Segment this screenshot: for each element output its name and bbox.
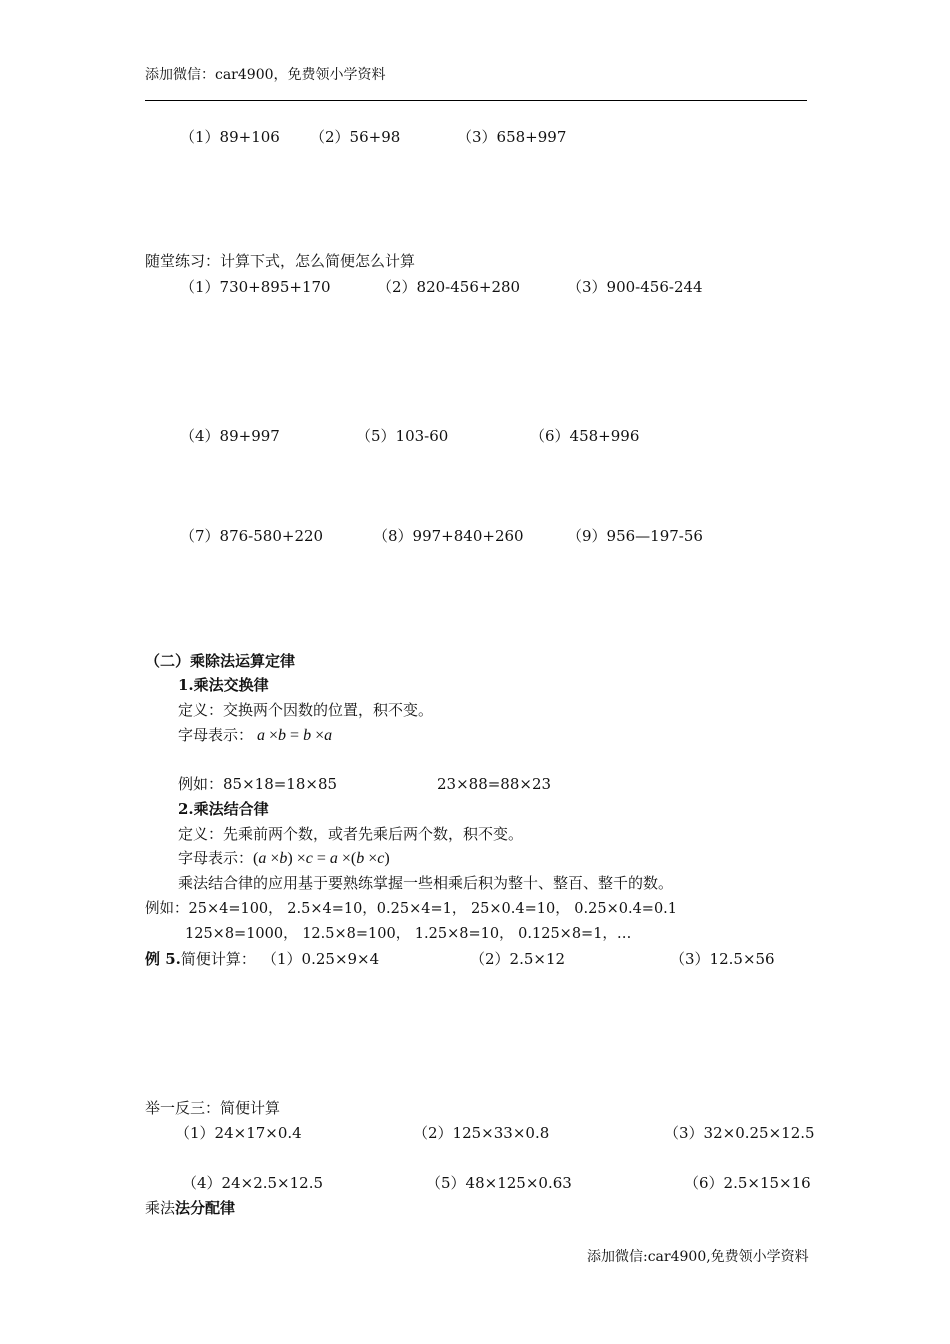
example-5-item: （2）2.5×12 — [470, 950, 566, 968]
distributive-prefix: 乘法 — [145, 1199, 176, 1217]
commutative-example: 例如：85×18=18×85 — [178, 775, 338, 793]
distributive-heading — [145, 1199, 235, 1217]
commutative-heading: 1.乘法交换律 — [178, 676, 269, 694]
formula-expression: (a ×b) ×c = a ×(b ×c) — [253, 850, 390, 867]
example-5 — [145, 950, 256, 968]
practice-item: （2）820-456+280 — [377, 278, 521, 296]
problem-2: （2）56+98 — [310, 128, 401, 146]
practice-item: （1）730+895+170 — [180, 278, 331, 296]
associative-heading: 2.乘法结合律 — [178, 800, 269, 818]
formula-label: 字母表示： — [178, 726, 254, 744]
example-5-label: 例 5. — [145, 950, 181, 968]
example-5-text: 简便计算： — [180, 950, 256, 968]
example-5-item: （3）12.5×56 — [670, 950, 775, 968]
practice2-item: （2）125×33×0.8 — [413, 1124, 550, 1142]
formula-expression: a ×b = b ×a — [257, 727, 333, 744]
practice2-item: （4）24×2.5×12.5 — [182, 1174, 324, 1192]
practice2-item: （5）48×125×0.63 — [426, 1174, 572, 1192]
distributive-bold: 法分配律 — [175, 1199, 236, 1217]
formula-label: 字母表示： — [178, 849, 254, 867]
problem-1: （1）89+106 — [180, 128, 280, 146]
commutative-formula — [178, 726, 332, 745]
practice2-title: 举一反三：简便计算 — [145, 1099, 281, 1117]
practice2-item: （3）32×0.25×12.5 — [664, 1124, 815, 1142]
practice2-item: （1）24×17×0.4 — [175, 1124, 302, 1142]
practice-item: （6）458+996 — [530, 427, 640, 445]
associative-note: 乘法结合律的应用基于要熟练掌握一些相乘后积为整十、整百、整千的数。 — [178, 874, 674, 892]
page-header: 添加微信：car4900，免费领小学资料 — [145, 67, 386, 83]
associative-definition: 定义：先乘前两个数，或者先乘后两个数，积不变。 — [178, 825, 524, 843]
associative-examples-2: 125×8=1000， 12.5×8=100， 1.25×8=10， 0.125×8=1，… — [185, 926, 632, 942]
problem-3: （3）658+997 — [457, 128, 567, 146]
practice-item: （9）956—197-56 — [567, 527, 703, 545]
practice-item: （5）103-60 — [356, 427, 449, 445]
practice-item: （7）876-580+220 — [180, 527, 324, 545]
header-rule — [145, 100, 807, 101]
practice-item: （8）997+840+260 — [373, 527, 524, 545]
practice-title: 随堂练习：计算下式，怎么简便怎么计算 — [145, 252, 416, 270]
commutative-example-2: 23×88=88×23 — [437, 775, 552, 793]
section-title: （二）乘除法运算定律 — [145, 652, 296, 670]
commutative-definition: 定义：交换两个因数的位置，积不变。 — [178, 701, 434, 719]
associative-formula — [178, 849, 390, 868]
practice2-item: （6）2.5×15×16 — [684, 1174, 811, 1192]
practice-item: （3）900-456-244 — [567, 278, 703, 296]
associative-examples-1: 例如：25×4=100， 2.5×4=10，0.25×4=1， 25×0.4=10， 0.25×0.4=0.1 — [145, 901, 678, 917]
page-footer: 添加微信:car4900,免费领小学资料 — [587, 1249, 809, 1265]
example-5-item: （1）0.25×9×4 — [262, 950, 380, 968]
practice-item: （4）89+997 — [180, 427, 280, 445]
